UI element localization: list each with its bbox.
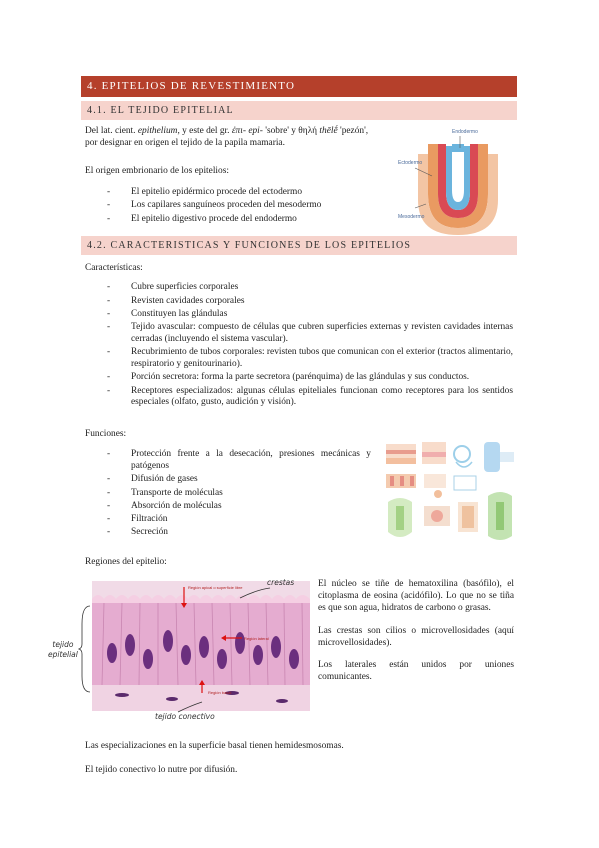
closing-line: El tejido conectivo lo nutre por difusión. [85,765,238,776]
hand-arrow [236,586,272,600]
micrograph-notes [318,578,514,683]
list-item: - Cubre superficies corporales [85,282,513,294]
term: ἐπι- epi- [231,126,263,136]
closing-block [85,740,513,776]
epithelia-types-figure [380,436,520,548]
section-title: 4. EPITELIOS DE REVESTIMIENTO [87,80,296,92]
hand-bracket [78,604,92,694]
hand-note-line: tejido [52,640,74,649]
note-paragraph: El núcleo se tiñe de hematoxilina (basófilo), el citoplasma de eosina (acidófilo). Lo que no se tiña es que son agua, hidratos de carbono o grasas. [318,579,514,614]
text: Del lat. cient. [85,126,138,136]
figure-label-left: Ectodermo [398,160,423,166]
figure-label-bottom: Mesodermo [398,214,425,220]
origin-intro: El origen embrionario de los epitelios: [85,166,229,176]
note-paragraph: Los laterales están unidos por uniones comunicantes. [318,660,514,683]
list-item: - Difusión de gases [85,474,371,486]
list-item: - Protección frente a la desecación, presiones mecánicas y patógenos [85,449,371,473]
list-item: - Filtración [85,514,371,526]
term: thēlḗ [319,126,338,136]
etymology-paragraph [85,125,405,149]
epithelium-micrograph [92,581,310,711]
list-item: - Absorción de moléculas [85,501,371,513]
origin-paragraph [85,165,385,226]
text: , y este del gr. [177,126,232,136]
list-item: - El epitelio digestivo procede del endodermo [85,213,385,226]
functions-block [85,428,371,541]
regions-label [85,556,167,568]
subsection-title: 4.1. EL TEJIDO EPITELIAL [87,105,234,116]
subsection-title: 4.2. CARACTERISTICAS Y FUNCIONES DE LOS EPITELIOS [87,240,412,251]
functions-label: Funciones: [85,429,127,439]
hand-note-tejido-epitelial [48,640,78,660]
hand-arrow [176,700,206,714]
micro-label-apical: Región apical o superficie libre [188,585,243,590]
text: por designar en origen el tejido de la papila mamaria. [85,138,285,149]
functions-list [85,449,371,539]
characteristics-label: Características: [85,263,143,273]
list-item: - Secreción [85,527,371,539]
germ-layers-figure [398,124,518,236]
list-item: - Receptores especializados: algunas células epiteliales funcionan como receptores para los sentidos especiales (olfato, gusto, audición y visión). [85,386,513,410]
list-item: - El epitelio epidérmico procede del ectodermo [85,186,385,199]
hand-note-tejido-conectivo: tejido conectivo [155,712,215,721]
regions-text: Regiones del epitelio: [85,557,167,567]
micro-label-basal: Región basal [208,690,232,695]
list-item: - Tejido avascular: compuesto de células que cubren superficies externas y revisten cavidades internas cerradas (incluyendo el sistema vascular). [85,322,513,346]
text: 'pezón', [337,126,369,136]
figure-label-top: Endodermo [452,129,478,135]
subsection-header-4-2 [81,236,517,255]
characteristics-list [85,282,513,409]
list-item: - Los capilares sanguíneos proceden del mesodermo [85,199,385,212]
origin-list [85,186,385,226]
list-item: - Revisten cavidades corporales [85,296,513,308]
list-item: - Porción secretora: forma la parte secretora (parénquima) de las glándulas y sus conductos. [85,372,513,384]
characteristics-block [85,262,513,411]
micro-label-lateral: Región lateral [244,636,269,641]
section-header [81,76,517,97]
note-paragraph: Las crestas son cilios o microvellosidades (aquí microvellosidades). [318,625,514,648]
hand-note-crestas: crestas [267,578,295,587]
subsection-header-4-1 [81,101,517,120]
list-item: - Constituyen las glándulas [85,309,513,321]
hand-note-line: epitelial [48,650,78,659]
list-item: - Recubrimiento de tubos corporales: revisten tubos que comunican con el exterior (tractos alimentario, respiratorio y genitourinario). [85,347,513,371]
text: 'sobre' y θηλή [262,126,320,136]
closing-line: Las especializaciones en la superficie basal tienen hemidesmosomas. [85,741,344,751]
list-item: - Transporte de moléculas [85,488,371,500]
term: epithelium [137,126,178,136]
